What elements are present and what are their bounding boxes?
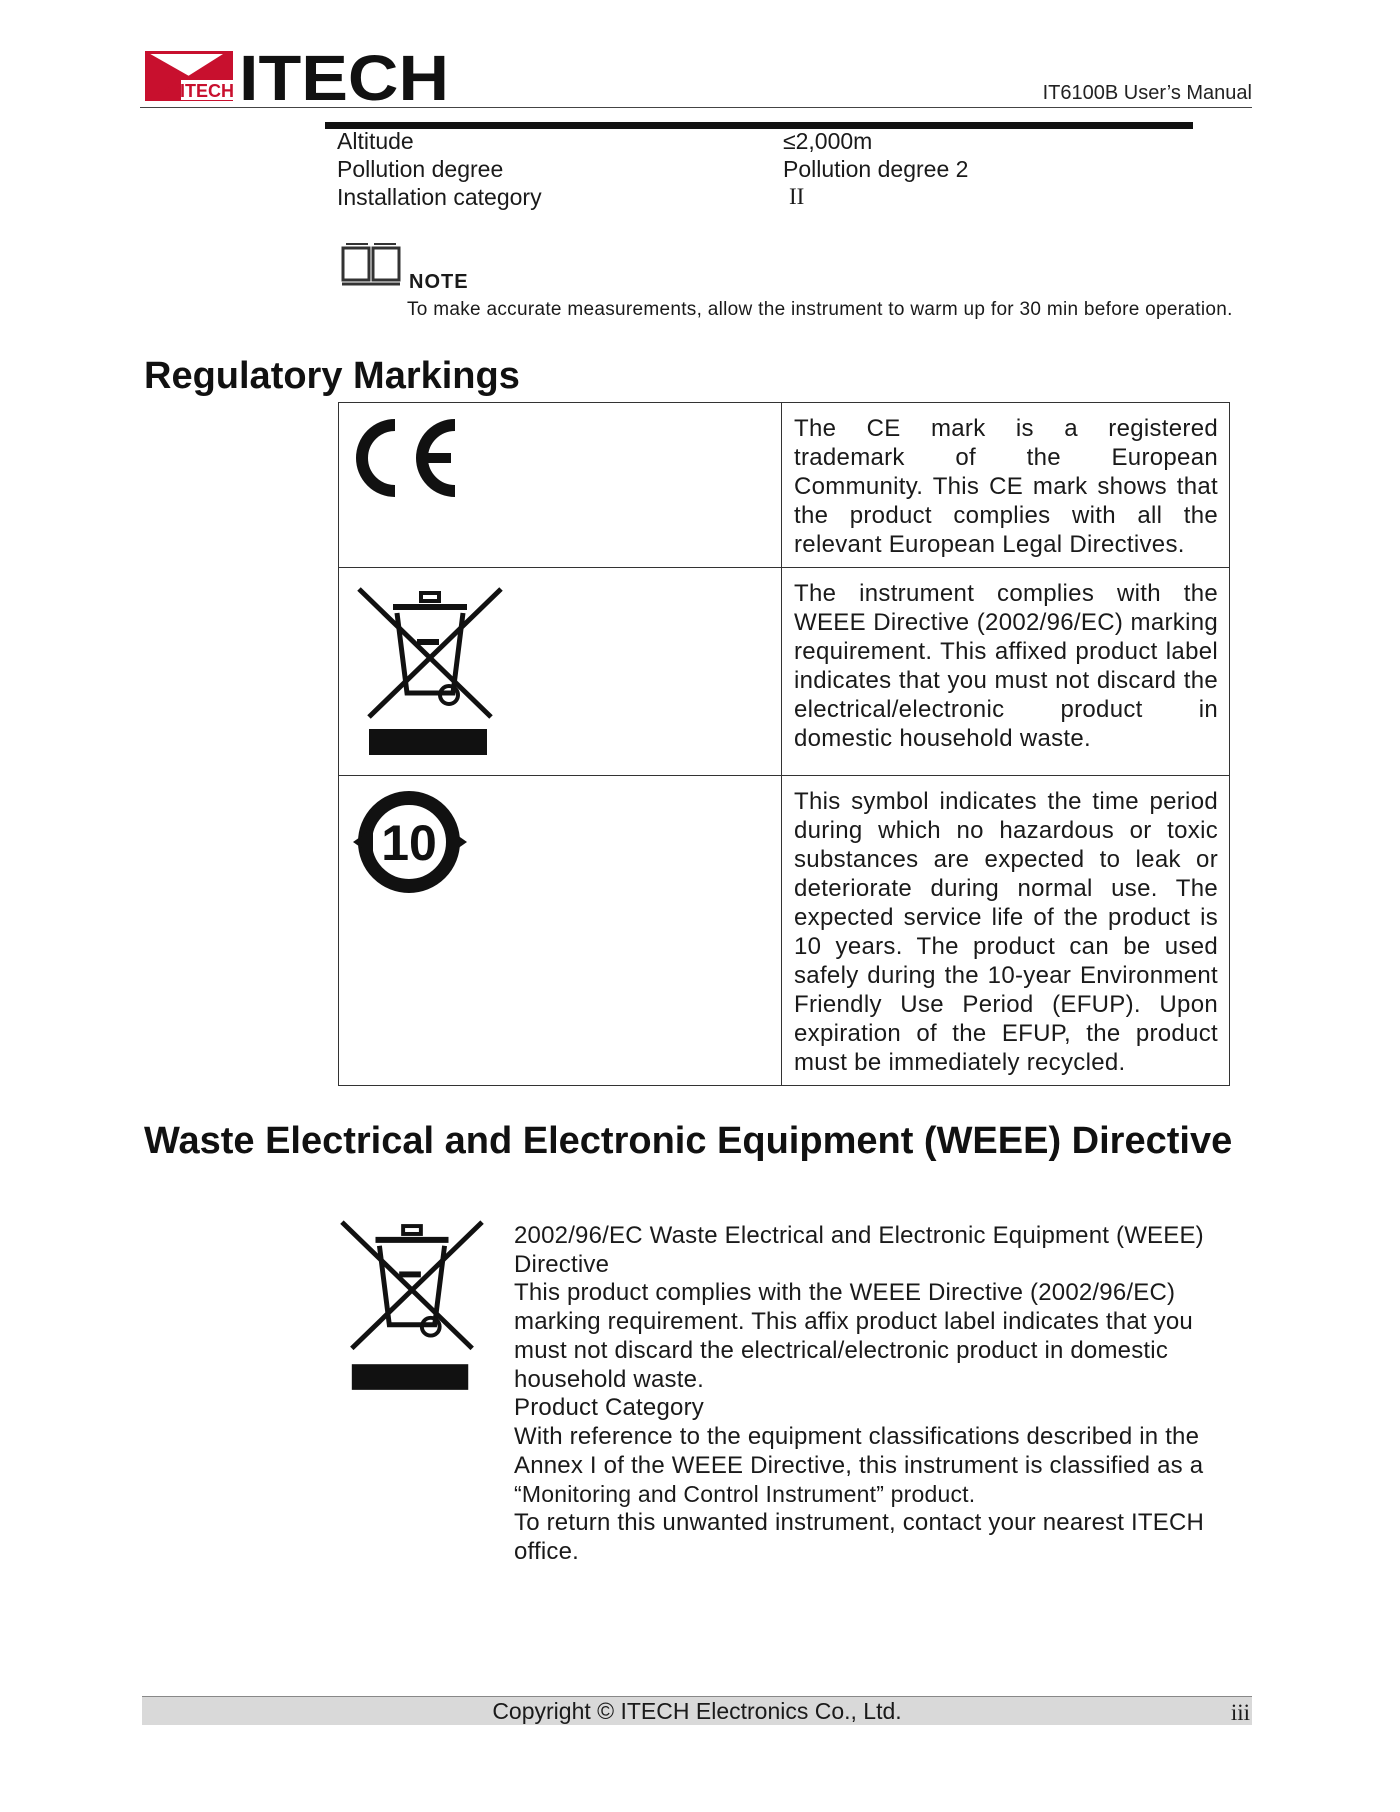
env-label: Pollution degree [337,156,504,182]
weee-heading: Waste Electrical and Electronic Equipment (WEEE) Directive [144,1120,1233,1162]
env-row-installation [337,184,1207,212]
efup-number: 10 [381,815,437,871]
weee-directive-text [514,1222,1234,1566]
icon-cell [339,403,782,568]
logo-wordmark: ITECH [239,48,449,104]
env-value: ≤2,000m [783,128,873,154]
header-divider [140,107,1252,108]
note-title: NOTE [409,271,469,293]
product-category-text: With reference to the equipment classifications described in the Annex I of the WEEE Directive, this instrument is classified as a [514,1422,1204,1479]
book-icon [340,242,402,288]
return-instructions: To return this unwanted instrument, contact your nearest ITECH office. [514,1509,1205,1565]
ce-description: The CE mark is a registered trademark of the European Community. This CE mark shows that the product complies with all the relevant European Legal Directives. [782,403,1230,568]
product-category-quote: “Monitoring and Control Instrument” product. [514,1481,976,1508]
footer-copyright: Copyright © ITECH Electronics Co., Ltd. [492,1698,902,1724]
logo-badge-text: ITECH [180,81,234,101]
efup-10-icon [351,790,469,894]
manual-title: IT6100B User’s Manual [1042,82,1252,104]
ce-mark-icon [351,415,461,501]
env-label: Altitude [337,128,414,154]
table-row [339,776,1230,1086]
table-row [339,568,1230,776]
env-row-altitude [337,128,1207,156]
product-category-title: Product Category [514,1394,704,1422]
table-row [339,403,1230,568]
env-value: II [789,184,805,209]
env-label: Installation category [337,184,542,210]
page-number: iii [1230,1700,1250,1725]
weee-title: 2002/96/EC Waste Electrical and Electronic Equipment (WEEE) Directive [514,1222,1204,1278]
regulatory-heading: Regulatory Markings [144,355,520,397]
env-value: Pollution degree 2 [783,156,969,182]
env-row-pollution [337,156,1207,184]
weee-description: The instrument complies with the WEEE Directive (2002/96/EC) marking requirement. This affixed product label indicates that you must not discard the electrical/electronic product in domestic household waste. [782,568,1230,776]
efup-description: This symbol indicates the time period during which no hazardous or toxic substances are expected to leak or deteriorate during normal use. The expected service life of the product is 10 years. The product can be used safely during the 10-year Environment Friendly Use Period (EFUP). Upon expiration of the EFUP, the product must be immediately recycled. [782,776,1230,1086]
weee-bin-icon [355,583,505,763]
weee-bin-icon [338,1215,486,1395]
note-text: To make accurate measurements, allow the instrument to warm up for 30 min before operation. [407,299,1233,320]
icon-cell [339,776,782,1086]
regulatory-markings-table [338,402,1230,1086]
itech-logo [145,48,450,104]
weee-paragraph: This product complies with the WEEE Directive (2002/96/EC) marking requirement. This affix product label indicates that you must not discard the electrical/electronic product in domestic household waste. [514,1279,1193,1393]
icon-cell [339,568,782,776]
